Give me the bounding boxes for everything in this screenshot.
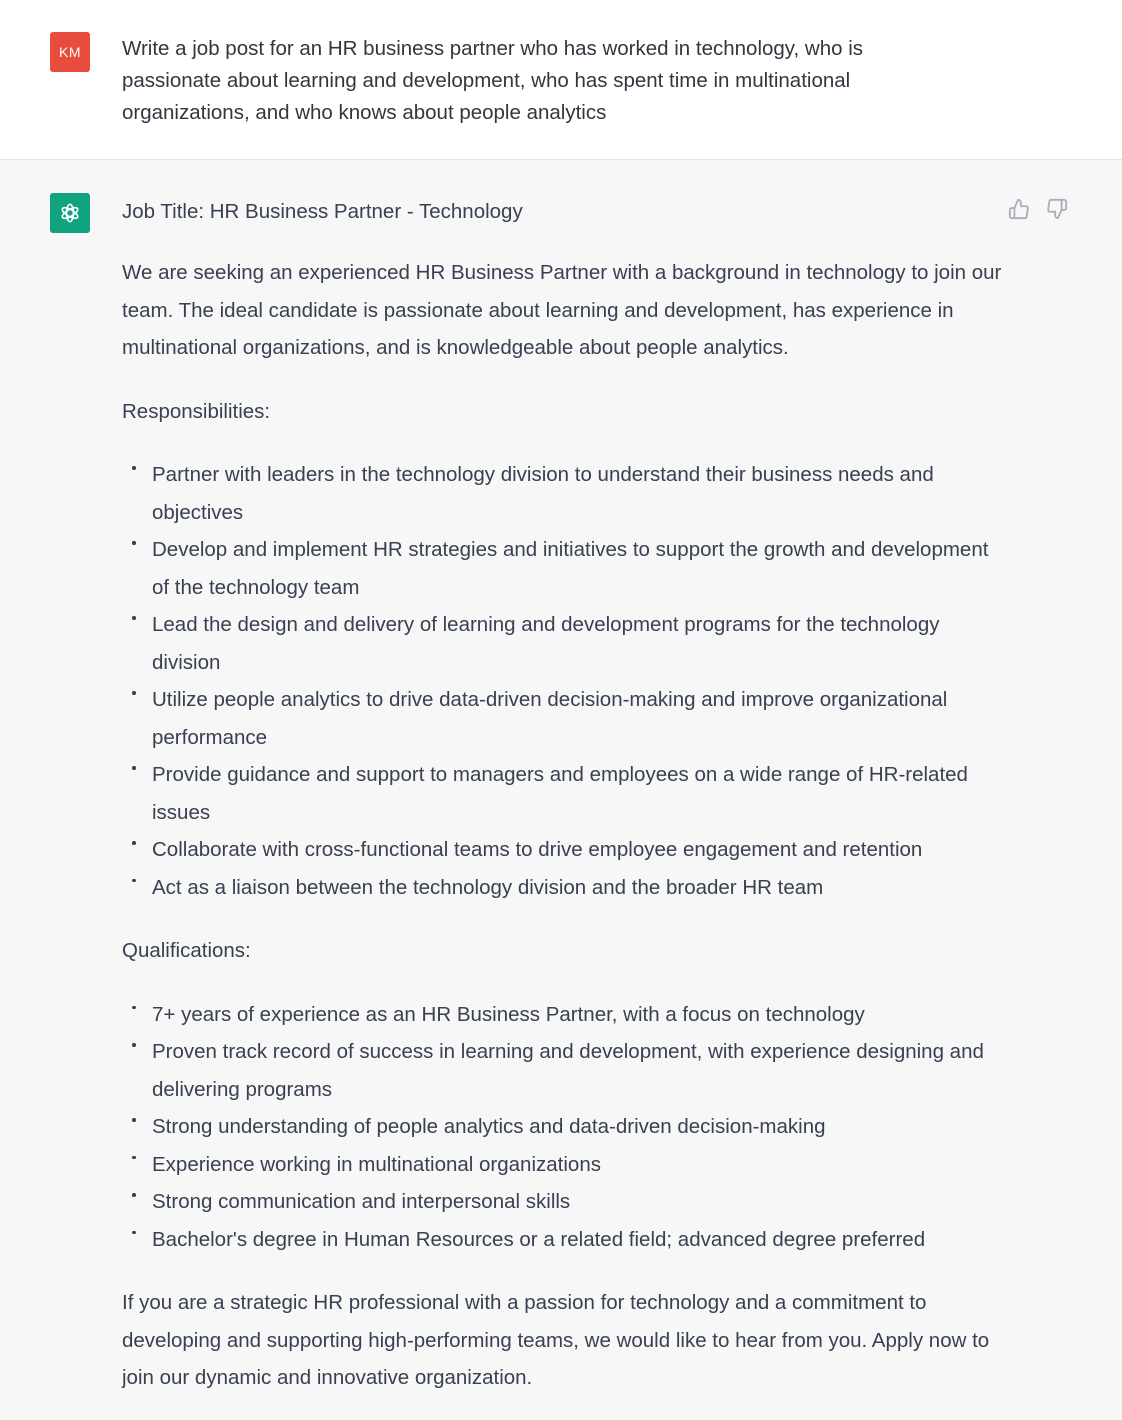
responsibilities-heading: Responsibilities:	[122, 399, 271, 423]
user-message-row	[0, 0, 1122, 160]
user-message-text: Write a job post for an HR business partner who has worked in technology, who is passionate about learning and development, who has spent time in multinational organizations, and who knows about people analytics	[122, 37, 864, 124]
list-item: Strong understanding of people analytics and data-driven decision-making	[122, 1108, 1002, 1146]
list-item: Utilize people analytics to drive data-driven decision-making and improve organizational performance	[122, 681, 1002, 756]
list-item: Bachelor's degree in Human Resources or a related field; advanced degree preferred	[122, 1221, 1002, 1259]
assistant-message-row	[0, 160, 1122, 1420]
qualifications-heading: Qualifications:	[122, 939, 251, 962]
openai-logo-icon	[57, 200, 83, 226]
list-item: Act as a liaison between the technology division and the broader HR team	[122, 869, 1002, 907]
assistant-message-content	[122, 196, 1002, 1397]
list-item: Lead the design and delivery of learning and development programs for the technology division	[122, 606, 1002, 681]
user-initials: KM	[59, 44, 81, 60]
list-item: Strong communication and interpersonal skills	[122, 1183, 1002, 1221]
job-title: Job Title: HR Business Partner - Technology	[122, 200, 523, 223]
list-item: 7+ years of experience as an HR Business Partner, with a focus on technology	[122, 996, 1002, 1034]
responsibilities-list	[122, 456, 1002, 906]
thumbs-up-icon[interactable]	[1008, 198, 1030, 220]
qualifications-list	[122, 996, 1002, 1259]
list-item: Partner with leaders in the technology division to understand their business needs and objectives	[122, 456, 1002, 531]
intro-paragraph: We are seeking an experienced HR Business Partner with a background in technology to join our team. The ideal candidate is passionate about learning and development, has experience in multinational organizations, and is knowledgeable about people analytics.	[122, 261, 1002, 359]
feedback-buttons	[1008, 198, 1068, 220]
list-item: Experience working in multinational organizations	[122, 1146, 1002, 1184]
thumbs-down-icon[interactable]	[1046, 198, 1068, 220]
assistant-avatar	[50, 193, 90, 233]
list-item: Collaborate with cross-functional teams to drive employee engagement and retention	[122, 831, 1002, 869]
list-item: Provide guidance and support to managers and employees on a wide range of HR-related issues	[122, 756, 1002, 831]
closing-paragraph: If you are a strategic HR professional with a passion for technology and a commitment to developing and supporting high-performing teams, we would like to hear from you. Apply now to join our dynamic and innovative organization.	[122, 1291, 990, 1389]
list-item: Develop and implement HR strategies and initiatives to support the growth and development of the technology team	[122, 531, 1002, 606]
list-item: Proven track record of success in learning and development, with experience designing and delivering programs	[122, 1033, 1002, 1108]
user-avatar	[50, 32, 90, 72]
